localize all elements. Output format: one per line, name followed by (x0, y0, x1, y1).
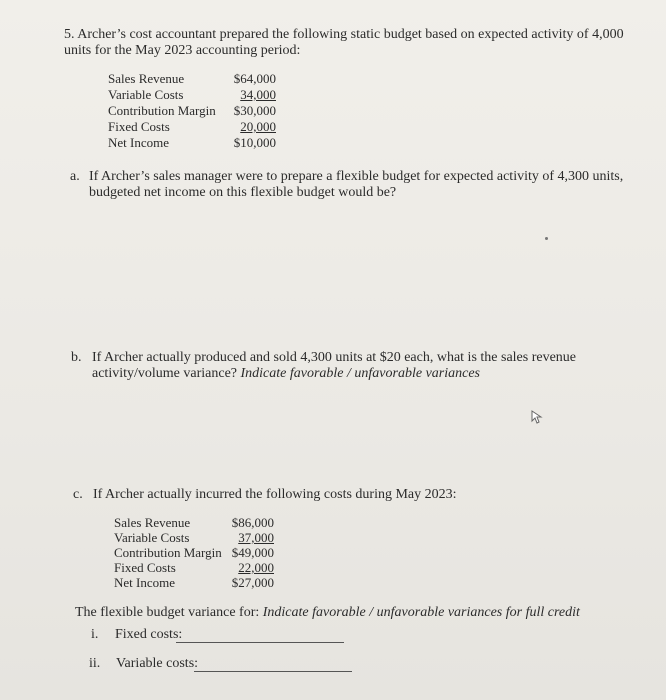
static-budget-value: $10,000 (233, 135, 276, 150)
variance-prompt-text: The flexible budget variance for: (75, 605, 260, 620)
variable-costs-label: Variable costs: (116, 656, 199, 671)
mouse-cursor-icon (531, 410, 543, 424)
question-intro-line-2: units for the May 2023 accounting period: (64, 43, 301, 58)
actual-results-label: Sales Revenue (114, 515, 191, 530)
variance-instruction: Indicate favorable / unfavorable variances for full credit (262, 605, 580, 620)
actual-results-value: $49,000 (231, 545, 274, 560)
part-a-line-2: budgeted net income on this flexible budget would be? (89, 185, 397, 200)
actual-results-value: $27,000 (231, 575, 274, 590)
static-budget-value: $64,000 (233, 71, 276, 86)
actual-results-label: Variable Costs (114, 530, 190, 545)
fixed-costs-marker: i. (91, 627, 99, 642)
part-a-marker: a. (70, 169, 80, 184)
actual-results-label: Fixed Costs (114, 560, 176, 575)
part-b-marker: b. (71, 350, 82, 365)
fixed-costs-answer-blank[interactable] (176, 642, 344, 643)
part-c-line-1: If Archer actually incurred the following costs during May 2023: (93, 487, 457, 502)
variable-costs-marker: ii. (89, 656, 101, 671)
actual-results-value: 22,000 (238, 560, 274, 575)
actual-results-value: $86,000 (231, 515, 274, 530)
static-budget-label: Net Income (108, 135, 170, 150)
part-b-line-2 (92, 366, 480, 382)
part-b-line-1: If Archer actually produced and sold 4,300 units at $20 each, what is the sales revenue (92, 350, 577, 365)
static-budget-value: 34,000 (240, 87, 276, 102)
actual-results-value: 37,000 (238, 530, 274, 545)
fixed-costs-label: Fixed costs: (115, 627, 183, 642)
static-budget-value: 20,000 (240, 119, 276, 134)
question-intro-line-1: 5. Archer’s cost accountant prepared the following static budget based on expected activity of 4,000 (64, 27, 624, 42)
actual-results-label: Contribution Margin (114, 545, 222, 560)
stray-mark (545, 237, 548, 240)
static-budget-label: Sales Revenue (108, 71, 185, 86)
part-c-marker: c. (73, 487, 83, 502)
part-b-instruction: Indicate favorable / unfavorable variances (240, 366, 480, 381)
variance-prompt (75, 605, 580, 621)
static-budget-value: $30,000 (233, 103, 276, 118)
part-b-question: activity/volume variance? (92, 366, 237, 381)
static-budget-label: Variable Costs (108, 87, 184, 102)
static-budget-label: Fixed Costs (108, 119, 170, 134)
variable-costs-answer-blank[interactable] (194, 671, 352, 672)
part-a-line-1: If Archer’s sales manager were to prepare a flexible budget for expected activity of 4,300 units, (89, 169, 624, 184)
actual-results-label: Net Income (114, 575, 176, 590)
static-budget-label: Contribution Margin (108, 103, 216, 118)
